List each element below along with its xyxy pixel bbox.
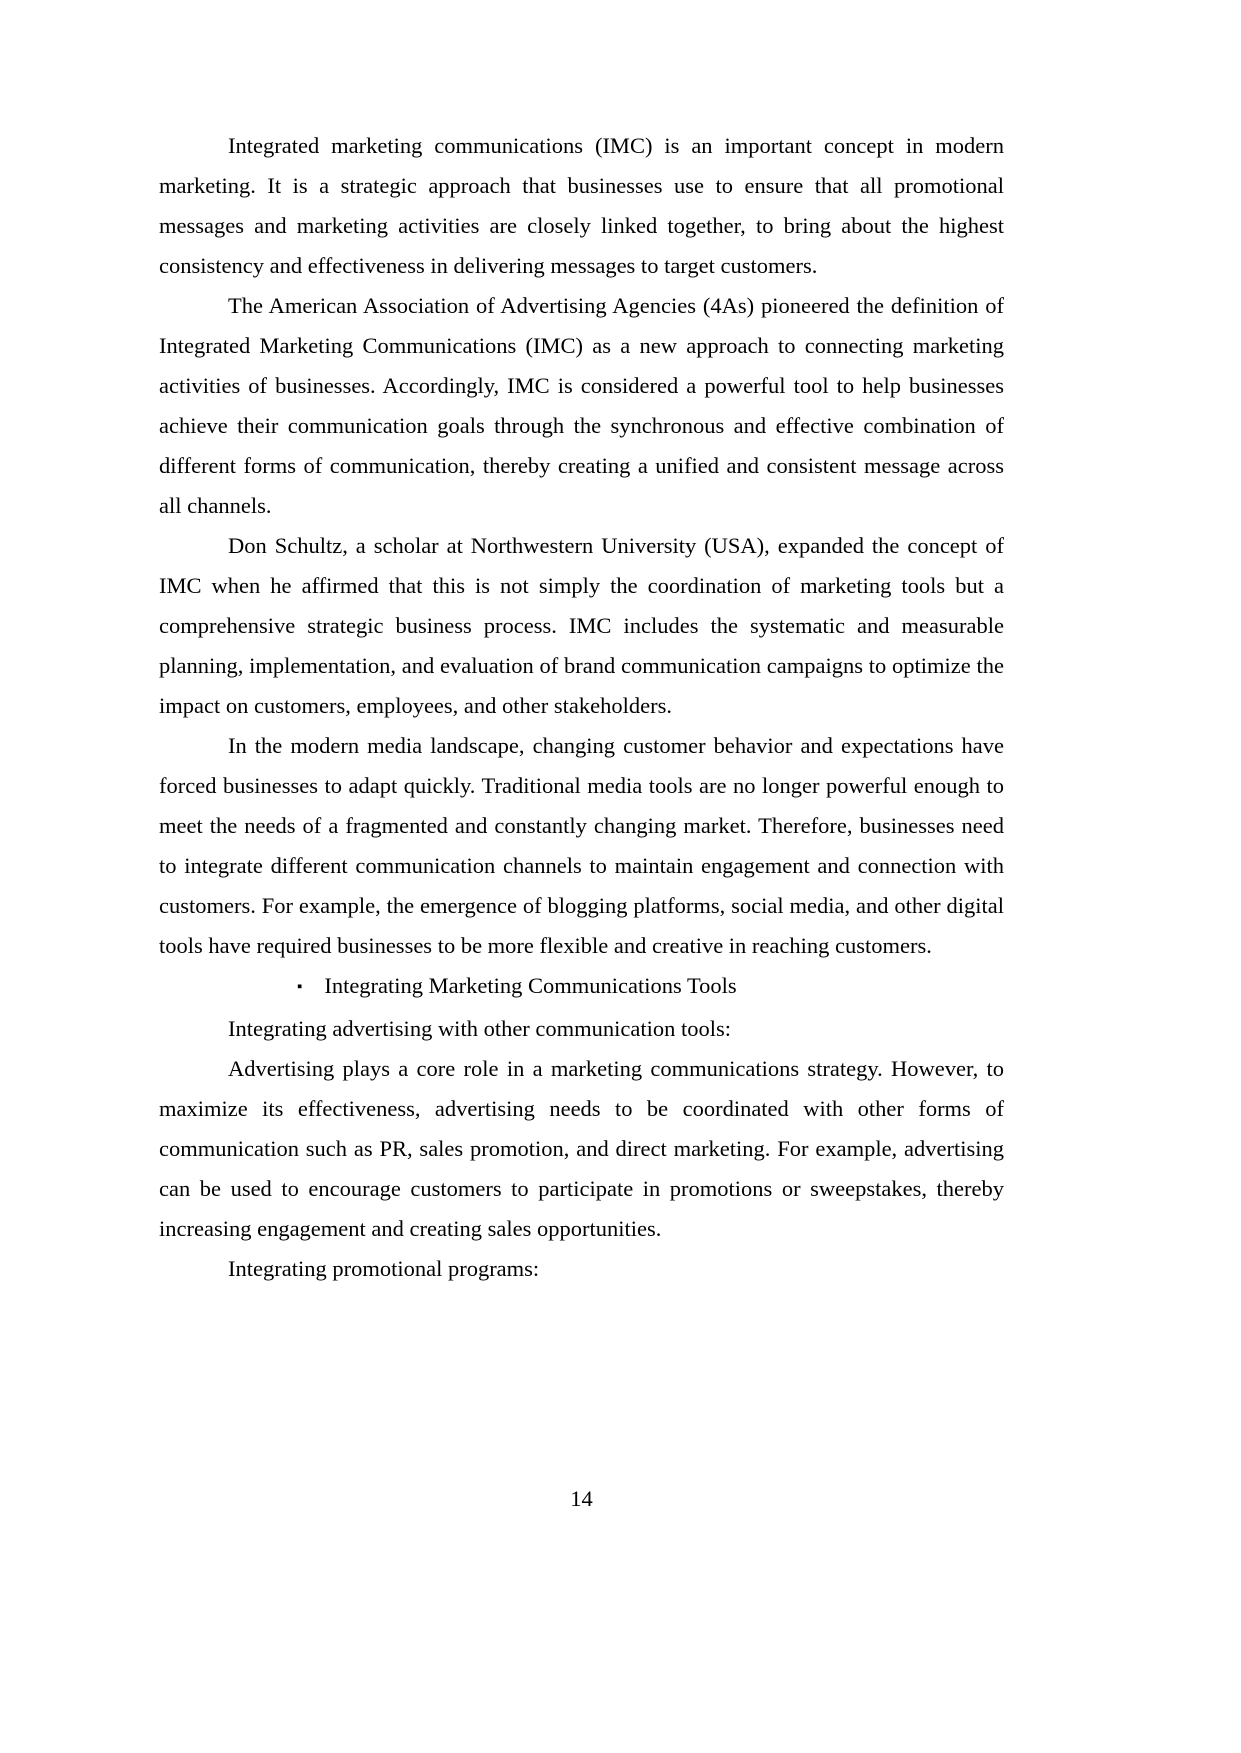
bullet-item-imc-tools xyxy=(159,966,1004,1009)
bullet-item-label: Integrating Marketing Communications Tools xyxy=(324,973,737,998)
paragraph-advertising-core-role: Advertising plays a core role in a marketing communications strategy. However, to maximize its effectiveness, advertising needs to be coordinated with other forms of communication such as PR, sales promotion, and direct marketing. For example, advertising can be used to encourage customers to participate in promotions or sweepstakes, thereby increasing engagement and creating sales opportunities. xyxy=(159,1056,1004,1241)
paragraph-4as-definition: The American Association of Advertising Agencies (4As) pioneered the definition of Integrated Marketing Communications (IMC) as a new approach to connecting marketing activities of businesses. Accordingly, IMC is considered a powerful tool to help businesses achieve their communication goals through the synchronous and effective combination of different forms of communication, thereby creating a unified and consistent message across all channels. xyxy=(159,293,1004,518)
line-integrating-promotional-programs: Integrating promotional programs: xyxy=(228,1256,540,1281)
document-body xyxy=(159,126,1004,1289)
line-integrating-advertising: Integrating advertising with other communication tools: xyxy=(228,1016,732,1041)
paragraph-modern-media: In the modern media landscape, changing customer behavior and expectations have forced businesses to adapt quickly. Traditional media tools are no longer powerful enough to meet the needs of a fragmented and constantly changing market. Therefore, businesses need to integrate different communication channels to maintain engagement and connection with customers. For example, the emergence of blogging platforms, social media, and other digital tools have required businesses to be more flexible and creative in reaching customers. xyxy=(159,733,1004,958)
bullet-square-icon: ▪ xyxy=(297,979,303,995)
paragraph-don-schultz: Don Schultz, a scholar at Northwestern University (USA), expanded the concept of IMC when he affirmed that this is not simply the coordination of marketing tools but a comprehensive strategic business process. IMC includes the systematic and measurable planning, implementation, and evaluation of brand communication campaigns to optimize the impact on customers, employees, and other stakeholders. xyxy=(159,533,1004,718)
page-number: 14 xyxy=(570,1486,593,1511)
paragraph-imc-definition: Integrated marketing communications (IMC) is an important concept in modern marketing. It is a strategic approach that businesses use to ensure that all promotional messages and marketing activities are closely linked together, to bring about the highest consistency and effectiveness in delivering messages to target customers. xyxy=(159,133,1004,278)
